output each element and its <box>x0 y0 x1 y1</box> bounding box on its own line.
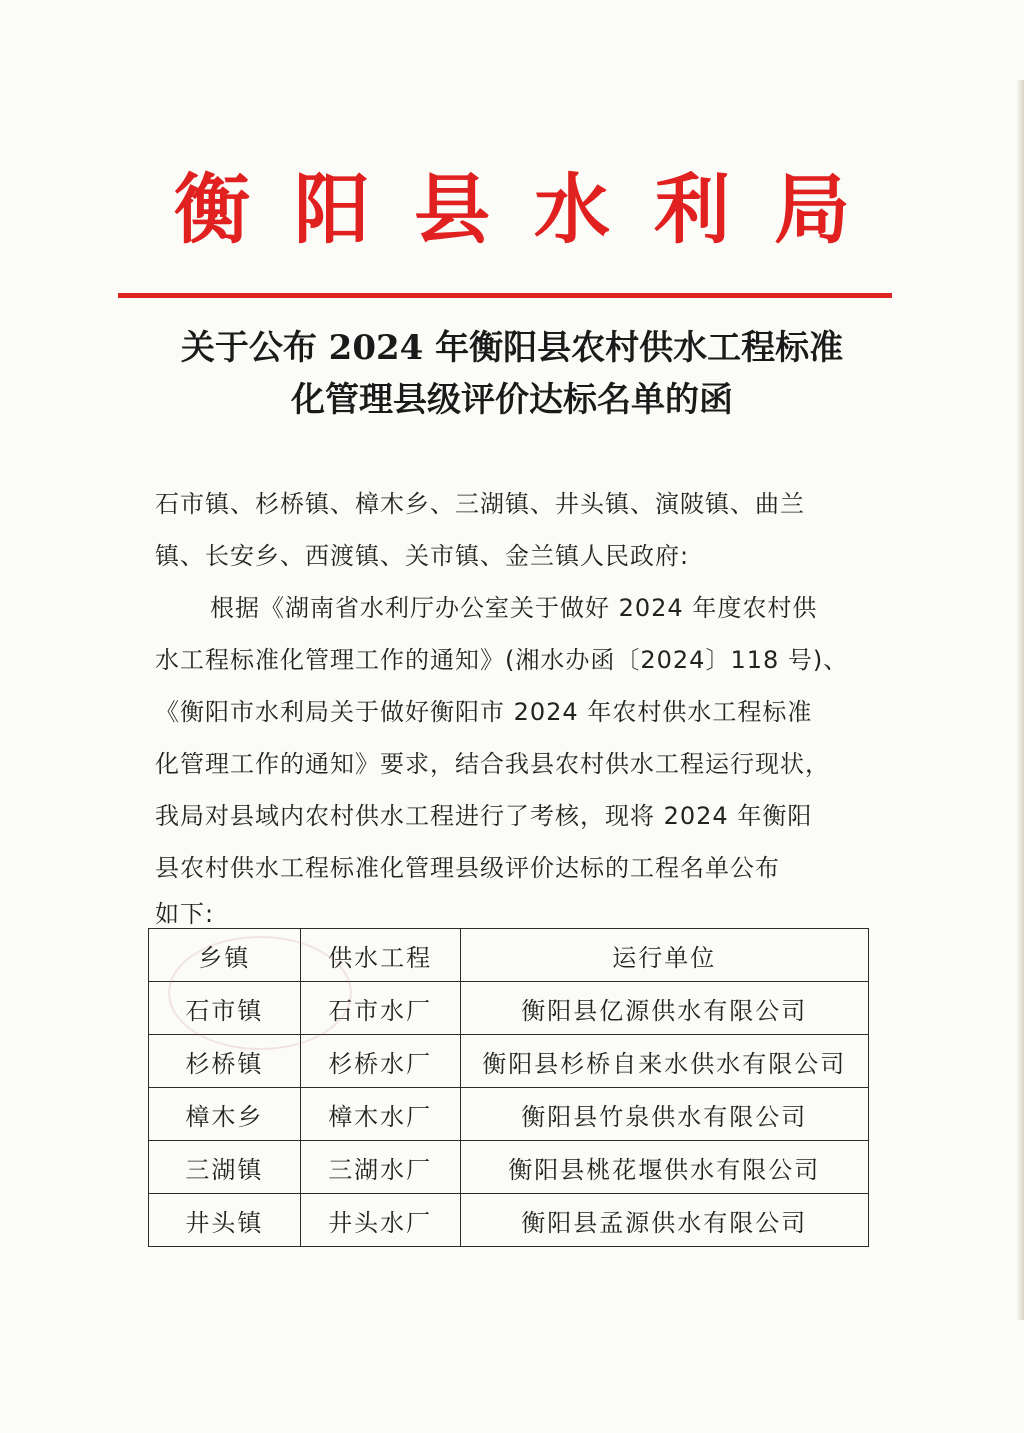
body-paragraph-line-6: 县农村供水工程标准化管理县级评价达标的工程名单公布 <box>155 854 780 882</box>
cell-operator: 衡阳县桃花堰供水有限公司 <box>460 1141 868 1194</box>
cell-operator: 衡阳县亿源供水有限公司 <box>460 982 868 1035</box>
cell-water-project: 井头水厂 <box>300 1194 460 1247</box>
cell-operator: 衡阳县竹泉供水有限公司 <box>460 1088 868 1141</box>
cell-town: 石市镇 <box>149 982 301 1035</box>
header-water-project: 供水工程 <box>300 929 460 982</box>
faint-seal-stamp <box>168 936 352 1050</box>
doc-title-line-2: 化管理县级评价达标名单的函 <box>291 380 733 420</box>
cell-water-project: 杉桥水厂 <box>300 1035 460 1088</box>
cell-water-project: 三湖水厂 <box>300 1141 460 1194</box>
cell-town: 杉桥镇 <box>149 1035 301 1088</box>
addressee-line-1: 石市镇、杉桥镇、樟木乡、三湖镇、井头镇、演陂镇、曲兰 <box>155 490 805 518</box>
page-edge-shadow <box>1016 80 1024 1320</box>
body-paragraph-line-5: 我局对县域内农村供水工程进行了考核，现将 2024 年衡阳 <box>155 802 813 830</box>
body-paragraph-line-4: 化管理工作的通知》要求，结合我县农村供水工程运行现状， <box>155 750 830 778</box>
body-paragraph-line-7: 如下: <box>155 900 215 928</box>
cell-operator: 衡阳县孟源供水有限公司 <box>460 1194 868 1247</box>
cell-water-project: 石市水厂 <box>300 982 460 1035</box>
header-town: 乡镇 <box>149 929 301 982</box>
cell-town: 井头镇 <box>149 1194 301 1247</box>
doc-title-line-1: 关于公布 2024 年衡阳县农村供水工程标准 <box>180 328 844 368</box>
cell-operator: 衡阳县杉桥自来水供水有限公司 <box>460 1035 868 1088</box>
org-header: 衡阳县水利局 <box>174 165 894 254</box>
table-row <box>149 1088 869 1141</box>
body-paragraph-line-1: 根据《湖南省水利厅办公室关于做好 2024 年度农村供 <box>210 594 818 622</box>
cell-town: 樟木乡 <box>149 1088 301 1141</box>
body-paragraph-line-3: 《衡阳市水利局关于做好衡阳市 2024 年农村供水工程标准 <box>155 698 813 726</box>
header-operator: 运行单位 <box>460 929 868 982</box>
table-row <box>149 1141 869 1194</box>
addressee-line-2: 镇、长安乡、西渡镇、关市镇、金兰镇人民政府: <box>155 542 690 570</box>
body-paragraph-line-2: 水工程标准化管理工作的通知》(湘水办函〔2024〕118 号)、 <box>155 646 849 674</box>
cell-water-project: 樟木水厂 <box>300 1088 460 1141</box>
table-row <box>149 1194 869 1247</box>
red-divider <box>118 293 892 298</box>
cell-town: 三湖镇 <box>149 1141 301 1194</box>
